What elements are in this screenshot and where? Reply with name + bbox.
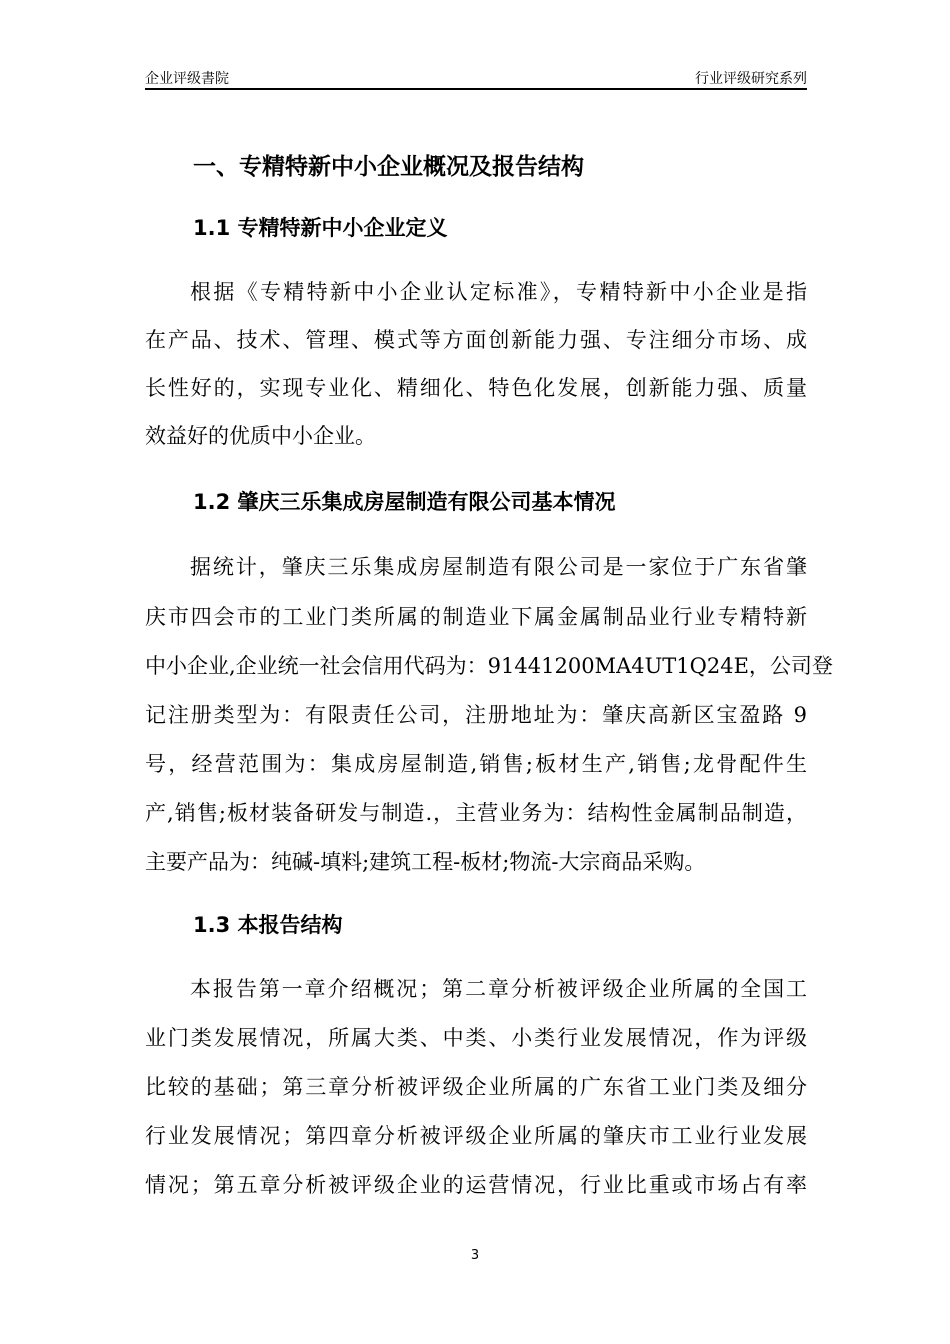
paragraph-line: 记注册类型为：有限责任公司，注册地址为：肇庆高新区宝盈路 9	[145, 703, 807, 727]
paragraph-line: 长性好的，实现专业化、精细化、特色化发展，创新能力强、质量	[145, 376, 807, 400]
chapter-title: 一、专精特新中小企业概况及报告结构	[193, 154, 584, 180]
paragraph-line: 主要产品为：纯碱-填料;建筑工程-板材;物流-大宗商品采购。	[145, 850, 706, 874]
section-heading-1-1: 1.1 专精特新中小企业定义	[193, 216, 448, 240]
paragraph-line: 庆市四会市的工业门类所属的制造业下属金属制品业行业专精特新	[145, 605, 807, 629]
paragraph-line: 效益好的优质中小企业。	[145, 424, 376, 448]
paragraph-line: 本报告第一章介绍概况；第二章分析被评级企业所属的全国工	[190, 977, 807, 1001]
paragraph-line: 业门类发展情况，所属大类、中类、小类行业发展情况，作为评级	[145, 1026, 807, 1050]
paragraph-line: 情况；第五章分析被评级企业的运营情况，行业比重或市场占有率	[145, 1173, 807, 1197]
paragraph-line: 在产品、技术、管理、模式等方面创新能力强、专注细分市场、成	[145, 328, 807, 352]
paragraph-line: 比较的基础；第三章分析被评级企业所属的广东省工业门类及细分	[145, 1075, 807, 1099]
paragraph-line: 根据《专精特新中小企业认定标准》，专精特新中小企业是指	[190, 280, 807, 304]
page-number: 3	[470, 1248, 480, 1263]
header-left: 企业评级書院	[145, 71, 229, 87]
paragraph-line: 中小企业,企业统一社会信用代码为：91441200MA4UT1Q24E，公司登	[145, 654, 833, 678]
page-header	[145, 68, 807, 90]
header-right: 行业评级研究系列	[695, 71, 807, 87]
section-heading-1-2: 1.2 肇庆三乐集成房屋制造有限公司基本情况	[193, 490, 616, 514]
paragraph-line: 据统计，肇庆三乐集成房屋制造有限公司是一家位于广东省肇	[190, 555, 807, 579]
paragraph-line: 行业发展情况；第四章分析被评级企业所属的肇庆市工业行业发展	[145, 1124, 807, 1148]
paragraph-line: 产,销售;板材装备研发与制造.，主营业务为：结构性金属制品制造，	[145, 801, 807, 825]
paragraph-line: 号，经营范围为：集成房屋制造,销售;板材生产,销售;龙骨配件生	[145, 752, 807, 776]
section-heading-1-3: 1.3 本报告结构	[193, 913, 343, 937]
